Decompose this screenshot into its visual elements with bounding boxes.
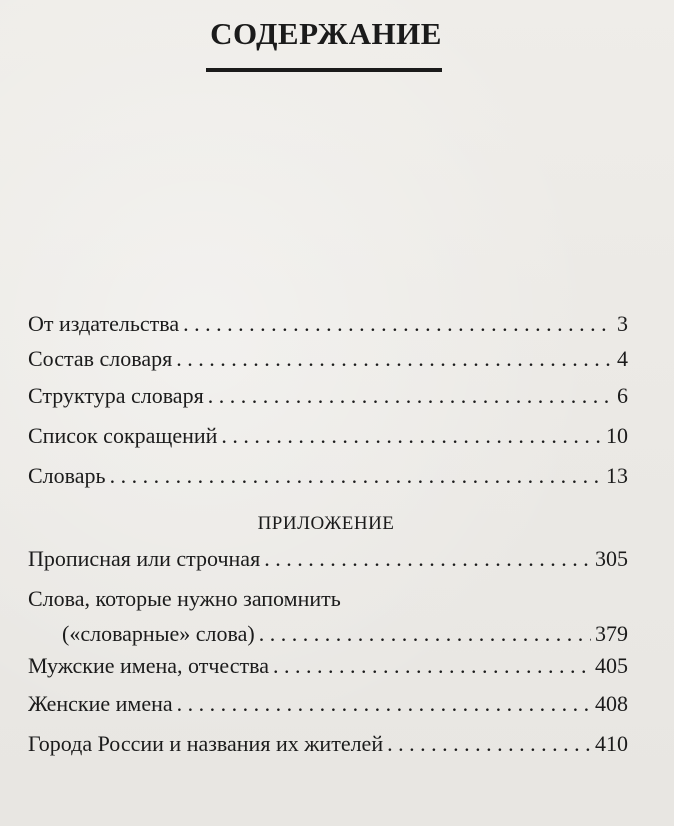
toc-entry[interactable] [28, 422, 628, 450]
toc-entry-label: Прописная или строчная [28, 546, 261, 571]
toc-entry-page: 405 [595, 653, 628, 678]
toc-entry-label: Структура словаря [28, 383, 204, 408]
dot-leader [273, 652, 591, 680]
toc-entry-label: («словарные» слова) [62, 621, 255, 646]
toc-entry-page: 305 [595, 546, 628, 571]
dot-leader [177, 690, 591, 718]
dot-leader [259, 620, 591, 648]
toc-entry-label: Словарь [28, 463, 106, 488]
toc-entry-label: Состав словаря [28, 346, 173, 371]
page-title: СОДЕРЖАНИЕ [210, 16, 442, 51]
title-underline [206, 68, 442, 72]
toc-entry[interactable] [28, 310, 628, 338]
dot-leader [208, 382, 613, 410]
dot-leader [264, 545, 591, 573]
toc-entry-page: 6 [617, 383, 628, 408]
toc-entry-label: Города России и названия их жителей [28, 731, 384, 756]
toc-entry[interactable] [28, 462, 628, 490]
toc-entry-label-line1: Слова, которые нужно запомнить [28, 586, 341, 611]
appendix-heading: ПРИЛОЖЕНИЕ [257, 513, 395, 534]
toc-entry-page: 3 [617, 311, 628, 336]
toc-entry[interactable] [28, 652, 628, 680]
dot-leader [221, 422, 602, 450]
toc-entry[interactable] [28, 345, 628, 373]
toc-entry[interactable] [28, 690, 628, 718]
toc-entry[interactable] [28, 545, 628, 573]
toc-entry[interactable] [28, 382, 628, 410]
dot-leader [183, 310, 613, 338]
toc-entry[interactable] [28, 730, 628, 758]
toc-entry-page: 379 [595, 621, 628, 646]
toc-entry-page: 410 [595, 731, 628, 756]
toc-entry-page: 408 [595, 691, 628, 716]
toc-entry-label: Список сокращений [28, 423, 218, 448]
toc-entry-page: 10 [606, 423, 628, 448]
dot-leader [387, 730, 591, 758]
toc-entry-page: 4 [617, 346, 628, 371]
dot-leader [110, 462, 602, 490]
toc-entry-label: Мужские имена, отчества [28, 653, 269, 678]
toc-entry-label: От издательства [28, 311, 180, 336]
toc-entry-label: Женские имена [28, 691, 173, 716]
dot-leader [176, 345, 613, 373]
toc-entry[interactable] [62, 620, 628, 648]
toc-entry-page: 13 [606, 463, 628, 488]
